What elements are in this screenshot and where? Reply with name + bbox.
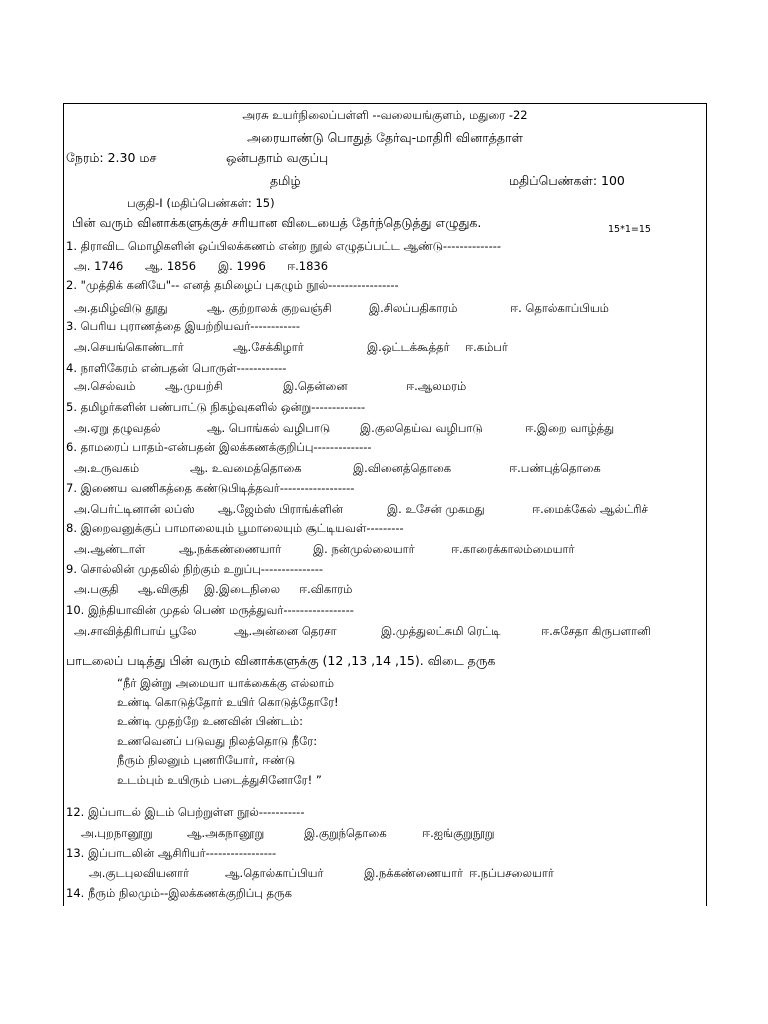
question-text: 4. நாளிகேரம் என்பதன் பொருள்------------ <box>66 361 287 375</box>
option-d: ஈ.மைக்கேல் ஆல்ட்ரிச் <box>532 502 648 516</box>
part-title: பகுதி-I (மதிப்பெண்கள்: 15) <box>127 196 275 210</box>
options-row <box>0 461 768 475</box>
question-text: 14. நீரும் நிலமும்--இலக்கணக்குறிப்பு தருக <box>66 886 293 900</box>
option-d: ஈ.1836 <box>287 259 329 273</box>
option-a: அ.செல்வம் <box>74 379 136 393</box>
option-b: ஆ.ஜேம்ஸ் பிராங்க்ளின் <box>218 502 343 516</box>
option-a: அ.சாவித்திரிபாய் பூலே <box>74 624 197 638</box>
option-a: அ.குடபுலவியனார் <box>89 866 189 880</box>
option-c: இ. நன்முல்லையார் <box>313 542 415 556</box>
question-text: 12. இப்பாடல் இடம் பெற்றுள்ள நூல்----------- <box>66 805 305 819</box>
options-row <box>0 259 768 273</box>
question-text: 2. "முத்திக் கனியே"-- எனத் தமிழைப் புகழும் நூல்----------------- <box>66 278 399 292</box>
option-b: ஆ.அகநானூறு <box>187 826 265 840</box>
option-c: இ.முத்துலட்சுமி ரெட்டி <box>381 624 501 638</box>
marks-formula: 15*1=15 <box>608 224 651 235</box>
school-name: அரசு உயர்நிலைப்பள்ளி --வலையங்குளம், மதுரை -22 <box>242 108 528 122</box>
class-name: ஒன்பதாம் வகுப்பு <box>226 150 329 165</box>
option-b: ஆ.முயற்சி <box>165 379 223 393</box>
option-d: ஈ. தொல்காப்பியம் <box>510 301 609 315</box>
option-c: இ. உசேன் முகமது <box>387 502 485 516</box>
options-row <box>0 866 768 880</box>
option-c: இ.தென்னை <box>283 379 348 393</box>
question-text: 1. திராவிட மொழிகளின் ஒப்பிலக்கணம் என்ற நூல் எழுதப்பட்ட ஆண்டு-------------- <box>66 239 502 253</box>
question-text: 13. இப்பாடலின் ஆசிரியர்----------------- <box>66 846 277 860</box>
question-text: 9. சொல்லின் முதலில் நிற்கும் உறுப்பு--------------- <box>66 562 324 576</box>
poem-line: நீரும் நிலனும் புணரியோர், ஈண்டு <box>117 753 296 767</box>
options-row <box>0 826 768 840</box>
option-d: ஈ.நப்பசலையார் <box>469 866 554 880</box>
question-text: 6. தாமரைப் பாதம்-என்பதன் இலக்கணக்குறிப்பு-------------- <box>66 440 372 454</box>
option-d: ஈ.ஆலமரம் <box>406 379 467 393</box>
option-b: ஆ.அன்னை தெரசா <box>234 624 337 638</box>
options-row <box>0 340 768 354</box>
option-b: ஆ.சேக்கிழார் <box>233 340 304 354</box>
poem-line: உண்டி கொடுத்தோர் உயிர் கொடுத்தோரே! <box>117 695 339 709</box>
exam-time: நேரம்: 2.30 மச <box>66 150 157 165</box>
options-row <box>0 582 768 596</box>
passage-instruction: பாடலைப் படித்து பின் வரும் வினாக்களுக்கு (12 ,13 ,14 ,15). விடை தருக <box>66 653 496 668</box>
option-c: இ.இடைநிலை <box>204 582 281 596</box>
border-top <box>63 103 707 104</box>
option-a: அ.உருவகம் <box>74 461 140 475</box>
question-text: 5. தமிழர்களின் பண்பாட்டு நிகழ்வுகளில் ஒன்று------------- <box>66 400 366 414</box>
option-c: இ.குறுந்தொகை <box>304 826 387 840</box>
exam-title: அரையாண்டு பொதுத் தேர்வு-மாதிரி வினாத்தாள் <box>247 130 523 145</box>
options-row <box>0 379 768 393</box>
option-c: இ.ஒட்டக்கூத்தர் <box>367 340 450 354</box>
option-d: ஈ.இறை வாழ்த்து <box>525 421 615 435</box>
option-c: இ. 1996 <box>218 259 266 273</box>
poem-line: உணவெனப் படுவது நிலத்தொடு நீரே: <box>117 734 318 748</box>
option-b: ஆ. உவமைத்தொகை <box>190 461 302 475</box>
option-b: ஆ.விகுதி <box>138 582 189 596</box>
poem-line: உண்டி முதற்றே உணவின் பிண்டம்: <box>117 714 303 728</box>
question-text: 10. இந்தியாவின் முதல் பெண் மருத்துவர்----------------- <box>66 603 354 617</box>
question-text: 3. பெரிய புராணத்தை இயற்றியவர்------------ <box>66 319 301 333</box>
options-row <box>0 502 768 516</box>
option-a: அ.செயங்கொண்டார் <box>74 340 184 354</box>
option-c: இ.சிலப்பதிகாரம் <box>369 301 458 315</box>
option-b: ஆ. குற்றாலக் குறவஞ்சி <box>207 301 332 315</box>
options-row <box>0 624 768 638</box>
option-a: அ.பெர்ட்டினான் லப்ஸ் <box>74 502 195 516</box>
subject-name: தமிழ் <box>270 173 301 188</box>
question-text: 7. இணைய வணிகத்தை கண்டுபிடித்தவர்------------------ <box>66 481 355 495</box>
option-d: ஈ.கம்பர் <box>465 340 508 354</box>
option-b: ஆ. 1856 <box>145 259 197 273</box>
option-b: ஆ. பொங்கல் வழிபாடு <box>207 421 331 435</box>
option-d: ஈ.விகாரம் <box>299 582 353 596</box>
question-text: 8. இறைவனுக்குப் பாமாலையும் பூமாலையும் சூட்டியவள்--------- <box>66 521 404 535</box>
option-a: அ.பகுதி <box>74 582 119 596</box>
options-row <box>0 301 768 315</box>
poem-line: “நீர் இன்று அமையா யாக்கைக்கு எல்லாம் <box>117 676 334 690</box>
option-a: அ.ஆண்டாள் <box>74 542 146 556</box>
option-a: அ.தமிழ்விடு தூது <box>74 301 168 315</box>
option-c: இ.நக்கண்ணையார் <box>364 866 463 880</box>
option-d: ஈ.ஐங்குறுநூறு <box>422 826 495 840</box>
option-c: இ.வினைத்தொகை <box>353 461 452 475</box>
option-d: ஈ.சுசேதா கிருபளானி <box>541 624 651 638</box>
options-row <box>0 542 768 556</box>
option-d: ஈ.பண்புத்தொகை <box>509 461 601 475</box>
option-b: ஆ.தொல்காப்பியர் <box>225 866 324 880</box>
option-a: அ.புறநானூறு <box>81 826 153 840</box>
part-instruction: பின் வரும் வினாக்களுக்குச் சரியான விடையைத் தேர்ந்தெடுத்து எழுதுக. <box>72 215 482 230</box>
max-marks: மதிப்பெண்கள்: 100 <box>509 173 625 188</box>
option-a: அ.ஏறு தழுவதல் <box>74 421 161 435</box>
options-row <box>0 421 768 435</box>
poem-line: உடம்பும் உயிரும் படைத்துசினோரே! ” <box>117 773 322 787</box>
option-a: அ. 1746 <box>74 259 124 273</box>
option-d: ஈ.காரைக்காலம்மையார் <box>451 542 575 556</box>
option-b: ஆ.நக்கண்ணையார் <box>179 542 282 556</box>
option-c: இ.குலதெய்வ வழிபாடு <box>360 421 483 435</box>
